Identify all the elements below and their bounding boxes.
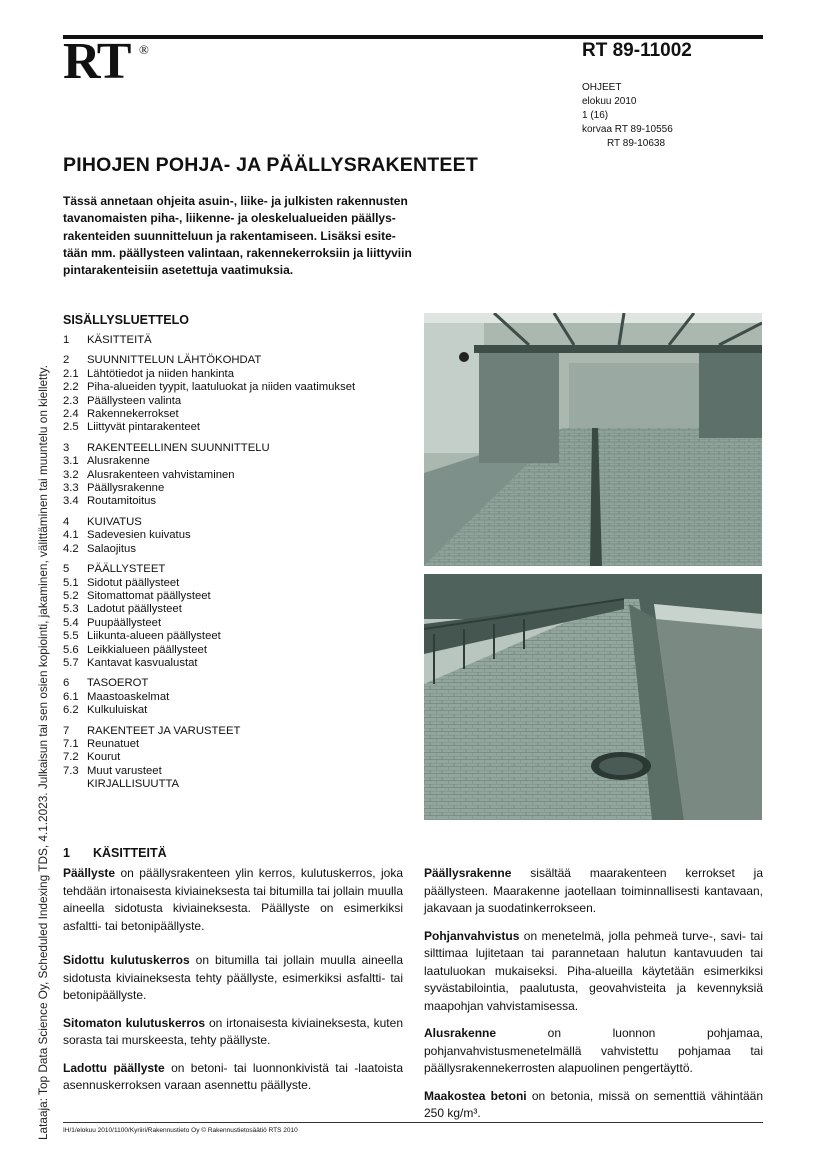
toc-entry	[63, 421, 423, 434]
toc-entry	[63, 603, 423, 616]
toc-number: 7.1	[63, 737, 79, 750]
toc-entry	[63, 657, 423, 670]
toc-label: Sadevesien kuivatus	[87, 529, 191, 542]
toc-group-gap	[63, 509, 423, 516]
toc-label: Liittyvät pintarakenteet	[87, 421, 201, 434]
toc-heading: SISÄLLYSLUETTELO	[63, 313, 189, 327]
toc-entry	[63, 590, 423, 603]
toc-number: 7.3	[63, 764, 79, 777]
toc-number: 4	[63, 515, 70, 528]
toc-label: Päällysteen valinta	[87, 394, 182, 407]
toc-number: 2.3	[63, 394, 79, 407]
section-number: 1	[63, 846, 70, 860]
toc-number	[63, 778, 87, 791]
toc-label: PÄÄLLYSTEET	[87, 563, 166, 576]
toc-label: Kulkuluiskat	[87, 704, 148, 717]
toc-entry	[63, 543, 423, 556]
toc-label: RAKENTEET JA VARUSTEET	[87, 724, 241, 737]
toc-number: 5.4	[63, 616, 79, 629]
toc-entry	[63, 677, 423, 690]
toc-entry	[63, 516, 423, 529]
toc-entry	[63, 738, 423, 751]
definition-term: Maakostea betoni	[424, 1088, 527, 1103]
section-heading	[63, 846, 167, 860]
toc-entry	[63, 725, 423, 738]
toc-label: Rakennekerrokset	[87, 408, 179, 421]
toc-number: 5.7	[63, 656, 79, 669]
intro-line: rakenteiden suunnitteluun ja rakentamiseen. Lisäksi esite-	[63, 228, 396, 243]
toc-number: 7	[63, 724, 70, 737]
definition-text: sisältää maarakenteen kerrokset ja päällysteen. Maarakenne jaotellaan toiminnallisesti kantavaan, jakavaan ja suodatinkerrokseen.	[424, 866, 763, 915]
toc-number: 6.2	[63, 704, 79, 717]
toc-number: 3.4	[63, 495, 79, 508]
toc-label: Salaojitus	[87, 542, 136, 555]
toc-label: SUUNNITTELUN LÄHTÖKOHDAT	[87, 354, 262, 367]
definition-text: on betoni- tai luonnonkivistä tai -laatoista asennuskerroksen varaan asennettu päällyste.	[63, 1060, 403, 1092]
definition-text: on luonnon pohjamaa, pohjanvahvistusmenetelmällä vahvistettu pohjamaa tai päällysrakennekerrosten alapuolinen pengertäyttö.	[424, 1026, 763, 1075]
section-title: KÄSITTEITÄ	[93, 846, 167, 860]
toc-label: Reunatuet	[87, 737, 140, 750]
toc-label: KUIVATUS	[87, 515, 142, 528]
courtyard-photo	[424, 313, 762, 566]
toc-number: 5.5	[63, 630, 79, 643]
toc-number: 5.6	[63, 643, 79, 656]
toc-entry	[63, 455, 423, 468]
toc-entry	[63, 704, 423, 717]
toc-entry	[63, 334, 423, 347]
toc-group-gap	[63, 670, 423, 677]
definition-paragraph	[63, 1060, 403, 1095]
toc-label: Piha-alueiden tyypit, laatuluokat ja niiden vaatimukset	[87, 381, 356, 394]
toc-label: TASOEROT	[87, 677, 149, 690]
download-notice: Lataaja: Top Data Science Oy, Scheduled Indexing TDS, 4.1.2023. Julkaisun tai sen osien kopiointi, jakaminen, välittäminen tai muuntelu on kielletty.	[36, 365, 50, 1140]
definition-paragraph	[424, 1088, 763, 1123]
definition-paragraph	[63, 1015, 403, 1050]
toc-number: 3.1	[63, 455, 79, 468]
toc-label: Leikkialueen päällysteet	[87, 643, 207, 656]
toc-number: 2.5	[63, 421, 79, 434]
toc-entry	[63, 442, 423, 455]
toc-number: 3.3	[63, 482, 79, 495]
toc-number: 2.4	[63, 408, 79, 421]
toc-label: RAKENTEELLINEN SUUNNITTELU	[87, 441, 270, 454]
intro-line: tavanomaisten piha-, liikenne- ja oleskelualueiden päällys-	[63, 211, 396, 226]
registered-mark: ®	[139, 42, 149, 57]
document-number: RT 89-11002	[582, 40, 692, 61]
toc-label: Kantavat kasvualustat	[87, 656, 198, 669]
toc-number: 3	[63, 441, 70, 454]
toc-number: 5.3	[63, 603, 79, 616]
toc-label: Alusrakenteen vahvistaminen	[87, 468, 235, 481]
toc-entry	[63, 751, 423, 764]
toc-number: 2	[63, 354, 70, 367]
toc-entry	[63, 482, 423, 495]
toc-label: KÄSITTEITÄ	[87, 334, 152, 346]
toc-entry	[63, 577, 423, 590]
definition-term: Ladottu päällyste	[63, 1060, 165, 1075]
intro-paragraph	[63, 193, 423, 279]
toc-entry	[63, 495, 423, 508]
meta-replaces-2: RT 89-10638	[582, 138, 666, 149]
toc-label: Puupäällysteet	[87, 616, 162, 629]
meta-replaces-1: korvaa RT 89-10556	[582, 124, 673, 135]
paved-walkway-photo	[424, 574, 762, 820]
toc-number: 5	[63, 563, 70, 576]
toc-label: KIRJALLISUUTTA	[87, 778, 180, 791]
table-of-contents	[63, 334, 423, 792]
toc-entry	[63, 395, 423, 408]
toc-number: 2.2	[63, 381, 79, 394]
definition-paragraph	[424, 1025, 763, 1078]
toc-entry	[63, 368, 423, 381]
definitions-column-left	[63, 865, 403, 1105]
definition-text: on menetelmä, jolla pehmeä turve-, savi- tai silttimaa lujitetaan tai parannetaan halutun kantavuuden tai laatuluokan mukaiseksi. Piha-alueilla käytetään esimerkiksi syvästabilointia, paalutusta, geovahvisteita ja kevennyksiä maapohjan vahvistamisessa.	[424, 928, 763, 1013]
toc-number: 5.1	[63, 576, 79, 589]
definition-text: on irtonaisesta kiviaineksesta, kuten sorasta tai murskeesta, tehty päällyste.	[63, 1015, 403, 1047]
toc-number: 6	[63, 677, 70, 690]
toc-group-gap	[63, 435, 423, 442]
toc-entry	[63, 644, 423, 657]
toc-number: 4.2	[63, 542, 79, 555]
footer-rule	[63, 1122, 763, 1123]
toc-number: 4.1	[63, 529, 79, 542]
definition-paragraph	[424, 865, 763, 918]
page-title: PIHOJEN POHJA- JA PÄÄLLYSRAKENTEET	[63, 154, 478, 176]
toc-number: 7.2	[63, 751, 79, 764]
toc-label: Routamitoitus	[87, 495, 157, 508]
toc-group-gap	[63, 347, 423, 354]
definition-term: Päällyste	[63, 866, 116, 880]
toc-entry	[63, 408, 423, 421]
toc-number: 2.1	[63, 367, 79, 380]
definition-term: Pohjanvahvistus	[424, 928, 520, 943]
toc-number: 1	[63, 334, 70, 346]
toc-entry	[63, 381, 423, 394]
toc-entry	[63, 765, 423, 778]
definitions-column-right	[424, 865, 763, 1133]
definition-term: Sidottu kulutuskerros	[63, 953, 190, 967]
meta-type: OHJEET	[582, 82, 622, 93]
definition-term: Päällysrakenne	[424, 866, 512, 880]
toc-label: Sitomattomat päällysteet	[87, 589, 211, 602]
definition-paragraph	[63, 865, 403, 935]
definition-paragraph	[424, 928, 763, 1016]
definition-term: Alusrakenne	[424, 1026, 497, 1040]
intro-line: Tässä annetaan ohjeita asuin-, liike- ja julkisten rakennusten	[63, 194, 408, 208]
toc-label: Liikunta-alueen päällysteet	[87, 630, 221, 643]
toc-label: Lähtötiedot ja niiden hankinta	[87, 367, 234, 380]
meta-pages: 1 (16)	[582, 110, 609, 121]
footer-text: IH/1/elokuu 2010/1100/Kyriiri/Rakennustieto Oy © Rakennustietosäätiö RTS 2010	[63, 1127, 298, 1134]
toc-label: Alusrakenne	[87, 455, 150, 468]
intro-line: pintarakenteisiin asetettuja vaatimuksia.	[63, 263, 294, 278]
rt-logo: RT	[63, 33, 130, 90]
definition-paragraph	[63, 952, 403, 1005]
header-rule	[63, 35, 763, 39]
toc-entry	[63, 469, 423, 482]
toc-group-gap	[63, 718, 423, 725]
toc-entry	[63, 630, 423, 643]
definition-text: on bitumilla tai jollain muulla aineella sidotusta kiviaineksesta tehty päällyste, esimerkiksi asfaltti- tai betonipäällyste.	[63, 953, 403, 1002]
toc-label: Sidotut päällysteet	[87, 576, 180, 589]
toc-entry	[63, 617, 423, 630]
toc-label: Maastoaskelmat	[87, 690, 170, 703]
toc-entry	[63, 529, 423, 542]
toc-label: Ladotut päällysteet	[87, 603, 182, 616]
meta-date: elokuu 2010	[582, 96, 637, 107]
toc-label: Muut varusteet	[87, 764, 162, 777]
toc-number: 6.1	[63, 690, 79, 703]
document-meta	[582, 81, 673, 151]
toc-entry	[63, 778, 423, 791]
intro-line: tään mm. päällysteen valintaan, rakennekerroksiin ja liittyviin	[63, 245, 412, 260]
toc-label: Päällysrakenne	[87, 482, 165, 495]
toc-entry	[63, 691, 423, 704]
toc-label: Kourut	[87, 751, 121, 764]
toc-entry	[63, 563, 423, 576]
toc-number: 3.2	[63, 468, 79, 481]
definition-text: on betonia, missä on sementtiä vähintään 250 kg/m³.	[424, 1088, 763, 1120]
toc-entry	[63, 354, 423, 367]
definition-text: on päällysrakenteen ylin kerros, kulutuskerros, joka tehdään irtonaisesta kiviaineksesta tai bitumilla tai jollain muulla aineella sidotusta kiviaineksesta. Päällyste on esimerkiksi asfaltti- tai betonipäällyste.	[63, 866, 403, 933]
toc-group-gap	[63, 556, 423, 563]
toc-number: 5.2	[63, 589, 79, 602]
definition-term: Sitomaton kulutuskerros	[63, 1015, 205, 1030]
